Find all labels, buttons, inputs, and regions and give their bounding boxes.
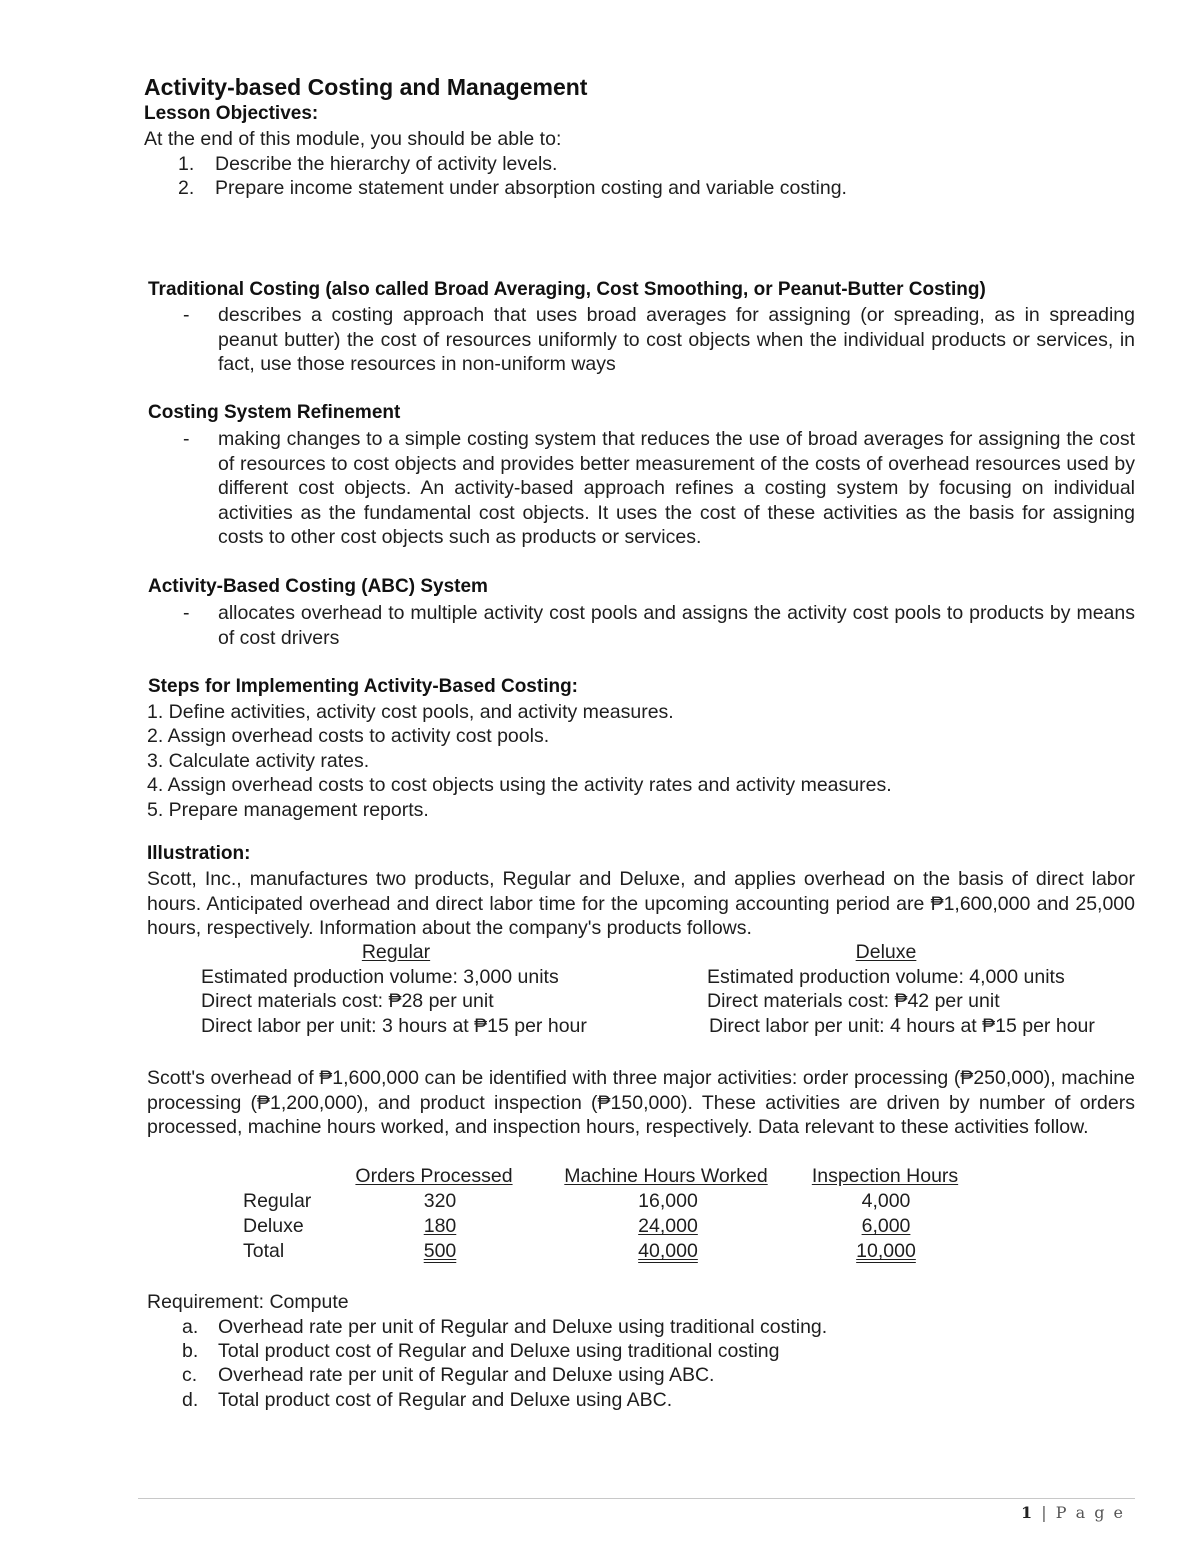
requirement-item: Total product cost of Regular and Deluxe using traditional costing: [218, 1340, 780, 1362]
table-cell: 6,000: [861, 1215, 911, 1237]
requirement-item: Overhead rate per unit of Regular and Deluxe using ABC.: [218, 1364, 715, 1386]
section-heading-refinement: Costing System Refinement: [148, 402, 401, 423]
page-footer: [1021, 1503, 1125, 1522]
requirement-letter: c.: [182, 1364, 198, 1386]
activities-paragraph: Scott's overhead of ₱1,600,000 can be identified with three major activities: order processing (₱250,000), machine processing (₱1,200,000), and product inspection (₱150,000). These activities are driven by number of orders processed, machine hours worked, and inspection hours, respectively. Data relevant to these activities follow.: [147, 1067, 1135, 1139]
table-row-label: Deluxe: [243, 1215, 304, 1237]
step-item: 2. Assign overhead costs to activity cost pools.: [147, 725, 550, 747]
table-cell: 16,000: [638, 1190, 698, 1212]
table-cell: 4,000: [861, 1190, 911, 1212]
document-title: Activity-based Costing and Management: [144, 74, 588, 100]
requirement-letter: b.: [182, 1340, 199, 1362]
step-item: 1. Define activities, activity cost pools, and activity measures.: [147, 701, 674, 723]
requirement-heading: Requirement: Compute: [147, 1291, 349, 1313]
page-number: 1: [1021, 1503, 1035, 1522]
footer-rule: [138, 1498, 1135, 1499]
table-row-label: Total: [243, 1240, 285, 1262]
objective-number: 1.: [178, 153, 195, 175]
table-header: Orders Processed: [355, 1165, 513, 1187]
step-item: 5. Prepare management reports.: [147, 799, 429, 821]
table-cell: 320: [423, 1190, 457, 1212]
bullet-dash: -: [183, 602, 190, 624]
refinement-definition: making changes to a simple costing system that reduces the use of broad averages for assigning the cost of resources to cost objects and provides better measurement of the costs of overhead resources used by different cost objects. An activity-based approach refines a costing system by focusing on individual activities as the fundamental cost objects. It uses the cost of these activities as the basis for assigning costs to other cost objects such as products or services.: [218, 428, 1135, 549]
table-cell: 10,000: [856, 1240, 916, 1262]
bullet-dash: -: [183, 428, 190, 450]
regular-product-title: Regular: [361, 941, 431, 963]
deluxe-product-title: Deluxe: [855, 941, 917, 963]
bullet-dash: -: [183, 304, 190, 326]
table-row-label: Regular: [243, 1190, 312, 1212]
traditional-definition: describes a costing approach that uses broad averages for assigning (or spreading, as in spreading peanut butter) the cost of resources uniformly to cost objects when the individual products or services, in fact, use those resources in non-uniform ways: [218, 304, 1135, 376]
requirement-item: Overhead rate per unit of Regular and Deluxe using traditional costing.: [218, 1316, 828, 1338]
objective-item: Prepare income statement under absorption costing and variable costing.: [215, 177, 847, 199]
illustration-paragraph: Scott, Inc., manufactures two products, Regular and Deluxe, and applies overhead on the basis of direct labor hours. Anticipated overhead and direct labor time for the upcoming accounting period are ₱1,600,000 and 25,000 hours, respectively. Information about the company's products follows.: [147, 868, 1135, 940]
objective-item: Describe the hierarchy of activity levels.: [215, 153, 558, 175]
steps-heading: Steps for Implementing Activity-Based Costing:: [148, 676, 579, 697]
footer-separator: |: [1041, 1503, 1049, 1522]
requirement-item: Total product cost of Regular and Deluxe using ABC.: [218, 1389, 673, 1411]
regular-info-line: Estimated production volume: 3,000 units: [201, 966, 559, 988]
table-cell: 40,000: [638, 1240, 698, 1262]
table-header: Inspection Hours: [811, 1165, 959, 1187]
step-item: 4. Assign overhead costs to cost objects using the activity rates and activity measures.: [147, 774, 892, 796]
table-cell: 24,000: [638, 1215, 698, 1237]
abc-definition: allocates overhead to multiple activity cost pools and assigns the activity cost pools to products by means of cost drivers: [218, 602, 1135, 649]
section-heading-abc: Activity-Based Costing (ABC) System: [148, 576, 488, 597]
deluxe-info-line: Estimated production volume: 4,000 units: [707, 966, 1065, 988]
table-cell: 180: [423, 1215, 457, 1237]
objectives-heading: Lesson Objectives:: [144, 103, 319, 124]
regular-info-line: Direct labor per unit: 3 hours at ₱15 per hour: [201, 1015, 587, 1037]
deluxe-info-line: Direct materials cost: ₱42 per unit: [707, 990, 1000, 1012]
requirement-letter: a.: [182, 1316, 199, 1338]
table-header: Machine Hours Worked: [564, 1165, 768, 1187]
deluxe-info-line: Direct labor per unit: 4 hours at ₱15 per hour: [709, 1015, 1095, 1037]
objective-number: 2.: [178, 177, 195, 199]
requirement-letter: d.: [182, 1389, 199, 1411]
step-item: 3. Calculate activity rates.: [147, 750, 370, 772]
regular-info-line: Direct materials cost: ₱28 per unit: [201, 990, 494, 1012]
section-heading-traditional: Traditional Costing (also called Broad Averaging, Cost Smoothing, or Peanut-Butter Costing): [148, 279, 986, 300]
illustration-heading: Illustration:: [147, 843, 251, 864]
table-cell: 500: [423, 1240, 457, 1262]
page-label: P a g e: [1055, 1503, 1125, 1522]
objectives-intro: At the end of this module, you should be able to:: [144, 128, 562, 150]
